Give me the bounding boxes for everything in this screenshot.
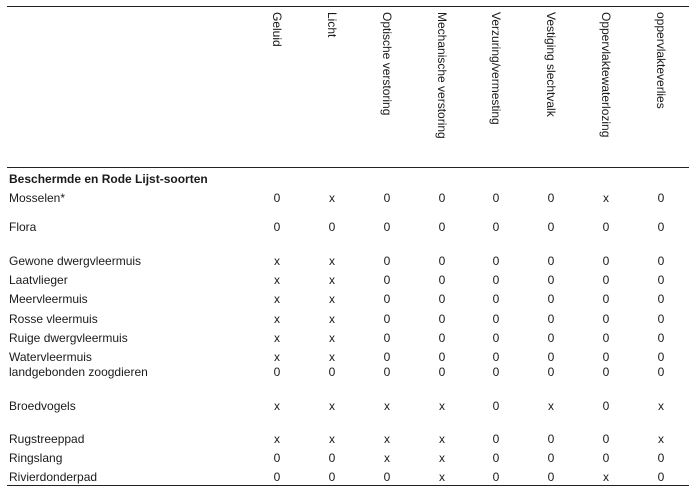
table-cell: 0 <box>602 365 610 379</box>
section-title: Beschermde en Rode Lijst-soorten <box>9 172 208 186</box>
table-cell: 0 <box>328 470 336 484</box>
table-cell: 0 <box>547 470 555 484</box>
table-cell: 0 <box>492 331 500 345</box>
table-cell: 0 <box>492 292 500 306</box>
table-cell: 0 <box>602 254 610 268</box>
table-cell: 0 <box>438 191 446 205</box>
table-cell: x <box>548 399 554 413</box>
table-cell: 0 <box>657 312 665 326</box>
table-row <box>0 350 695 364</box>
table-cell: 0 <box>273 191 281 205</box>
table-cell: 0 <box>547 312 555 326</box>
table-row <box>0 451 695 465</box>
table-cell: x <box>658 432 664 446</box>
row-label: Mosselen* <box>9 191 66 205</box>
table-cell: x <box>329 254 335 268</box>
row-label: Watervleermuis <box>9 350 92 364</box>
row-label: Laatvlieger <box>9 273 68 287</box>
table-cell: 0 <box>657 191 665 205</box>
table-cell: x <box>329 432 335 446</box>
table-cell: x <box>274 350 280 364</box>
table-row <box>0 220 695 234</box>
table-cell: 0 <box>438 350 446 364</box>
column-header-licht: Licht <box>325 12 339 38</box>
table-cell: x <box>274 254 280 268</box>
table-cell: 0 <box>602 432 610 446</box>
table-cell: 0 <box>492 273 500 287</box>
table-cell: 0 <box>383 273 391 287</box>
column-header-optische-verstoring: Optische verstoring <box>380 12 394 116</box>
table-cell: 0 <box>273 365 281 379</box>
table-row <box>0 292 695 306</box>
table-row <box>0 191 695 205</box>
table-cell: 0 <box>328 365 336 379</box>
table-cell: 0 <box>657 254 665 268</box>
table-cell: 0 <box>492 191 500 205</box>
table-cell: 0 <box>383 470 391 484</box>
table-cell: x <box>384 451 390 465</box>
column-header-verzuring-vermesting: Verzuring/vermesting <box>489 12 503 125</box>
table-cell: 0 <box>383 292 391 306</box>
table-cell: 0 <box>547 292 555 306</box>
row-label: landgebonden zoogdieren <box>9 365 148 379</box>
table-cell: 0 <box>602 350 610 364</box>
table-cell: 0 <box>657 331 665 345</box>
table-cell: x <box>603 191 609 205</box>
row-label: Rivierdonderpad <box>9 470 98 484</box>
column-header-geluid: Geluid <box>270 12 284 47</box>
table-cell: x <box>274 273 280 287</box>
table-cell: 0 <box>547 350 555 364</box>
table-cell: 0 <box>492 399 500 413</box>
table-row <box>0 331 695 345</box>
table-cell: 0 <box>547 254 555 268</box>
table-cell: 0 <box>547 365 555 379</box>
table-cell: 0 <box>383 350 391 364</box>
table-cell: 0 <box>602 331 610 345</box>
table-cell: 0 <box>657 350 665 364</box>
table-row <box>0 273 695 287</box>
table-cell: 0 <box>657 220 665 234</box>
table-cell: x <box>329 331 335 345</box>
row-label: Gewone dwergvleermuis <box>9 254 142 268</box>
table-cell: 0 <box>492 312 500 326</box>
table-cell: 0 <box>438 331 446 345</box>
table-cell: x <box>384 399 390 413</box>
table-cell: 0 <box>602 292 610 306</box>
table-cell: 0 <box>602 399 610 413</box>
table-cell: 0 <box>383 191 391 205</box>
table-cell: 0 <box>547 451 555 465</box>
table-cell: x <box>329 191 335 205</box>
table-cell: 0 <box>383 331 391 345</box>
table-row <box>0 432 695 446</box>
table-cell: x <box>274 432 280 446</box>
table-cell: 0 <box>438 365 446 379</box>
table-cell: 0 <box>492 365 500 379</box>
table-cell: 0 <box>438 254 446 268</box>
table-cell: x <box>384 432 390 446</box>
table-cell: 0 <box>657 365 665 379</box>
table-cell: 0 <box>547 191 555 205</box>
table-cell: 0 <box>273 451 281 465</box>
table-cell: x <box>329 350 335 364</box>
table-cell: x <box>274 292 280 306</box>
row-label: Broedvogels <box>9 399 76 413</box>
table-cell: x <box>329 292 335 306</box>
table-cell: x <box>274 399 280 413</box>
row-label: Rosse vleermuis <box>9 312 98 326</box>
table-cell: 0 <box>602 273 610 287</box>
table-cell: 0 <box>438 273 446 287</box>
row-label: Ruige dwergvleermuis <box>9 331 128 345</box>
header-rule <box>7 167 689 168</box>
table-cell: x <box>329 273 335 287</box>
table-cell: x <box>274 312 280 326</box>
table-cell: 0 <box>602 451 610 465</box>
table-cell: 0 <box>438 312 446 326</box>
table-cell: x <box>329 399 335 413</box>
table-cell: 0 <box>492 220 500 234</box>
table-cell: x <box>439 432 445 446</box>
row-label: Ringslang <box>9 451 63 465</box>
table-top-rule <box>7 6 689 7</box>
table-cell: 0 <box>438 292 446 306</box>
table-cell: 0 <box>492 350 500 364</box>
table-cell: x <box>329 312 335 326</box>
table-cell: x <box>274 331 280 345</box>
column-header-oppervlaktewaterlozing: Oppervlaktewaterlozing <box>599 12 613 138</box>
table-row <box>0 254 695 268</box>
table-cell: 0 <box>602 312 610 326</box>
table-cell: 0 <box>438 220 446 234</box>
table-cell: 0 <box>328 220 336 234</box>
table-cell: 0 <box>273 220 281 234</box>
table-cell: 0 <box>602 220 610 234</box>
table-cell: 0 <box>383 254 391 268</box>
table-row <box>0 470 695 484</box>
table-cell: 0 <box>328 451 336 465</box>
table-cell: 0 <box>492 451 500 465</box>
table-cell: 0 <box>492 254 500 268</box>
table-cell: 0 <box>492 432 500 446</box>
table-row <box>0 399 695 413</box>
table-cell: 0 <box>547 432 555 446</box>
table-cell: 0 <box>492 470 500 484</box>
table-cell: x <box>658 399 664 413</box>
row-label: Meervleermuis <box>9 292 88 306</box>
table-cell: 0 <box>383 312 391 326</box>
table-cell: 0 <box>273 470 281 484</box>
row-label: Flora <box>9 220 37 234</box>
table-cell: x <box>439 451 445 465</box>
table-cell: x <box>439 399 445 413</box>
table-row <box>0 312 695 326</box>
table-cell: 0 <box>657 451 665 465</box>
table-cell: x <box>603 470 609 484</box>
table-cell: 0 <box>547 273 555 287</box>
table-cell: 0 <box>547 220 555 234</box>
table-cell: 0 <box>383 220 391 234</box>
table-cell: x <box>439 470 445 484</box>
table-bottom-rule <box>7 485 689 486</box>
column-header-oppervlakteverlies: oppervlakteverlies <box>654 12 668 109</box>
row-label: Rugstreeppad <box>9 432 85 446</box>
table-cell: 0 <box>547 331 555 345</box>
table-cell: 0 <box>383 365 391 379</box>
table-cell: 0 <box>657 273 665 287</box>
table-cell: 0 <box>657 470 665 484</box>
column-header-vestiging-slechtvalk: Vestiging slechtvalk <box>544 12 558 117</box>
table-cell: 0 <box>657 292 665 306</box>
column-header-mechanische-verstoring: Mechanische verstoring <box>435 12 449 139</box>
table-row <box>0 365 695 379</box>
